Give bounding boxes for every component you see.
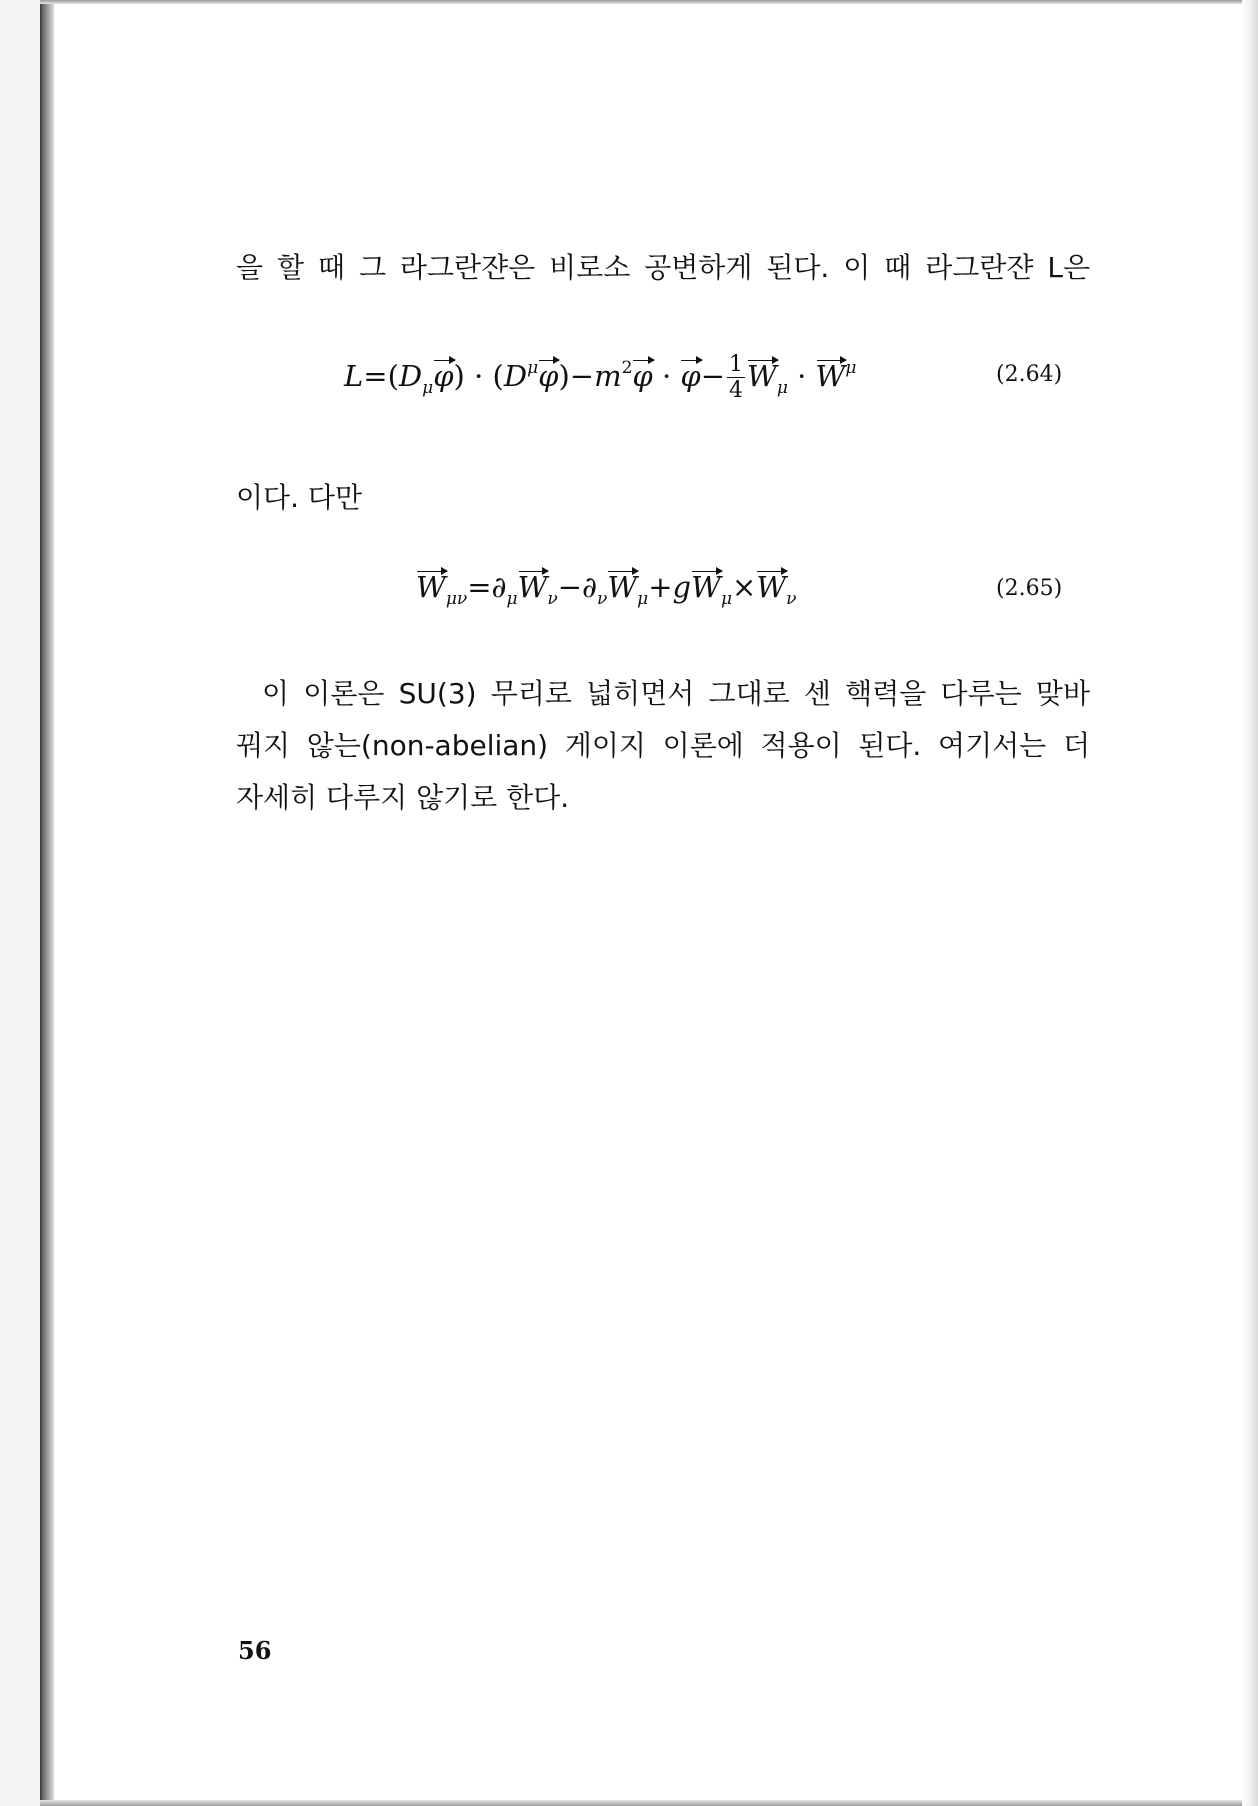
paragraph-line-5: 자세히 다루지 않기로 한다. — [236, 781, 570, 814]
page-bottom-edge — [40, 1800, 1258, 1806]
book-spine-background — [0, 0, 40, 1806]
page-number: 56 — [238, 1636, 272, 1665]
equation-2-65: $W_{\mu\nu}=\partial_\mu W_\nu-\partial_\nu W_\mu+gW_\mu\times W_\nu$ — [416, 570, 797, 609]
paragraph-line-2: 이다. 다만 — [236, 481, 362, 514]
equation-number-2-64: (2.64) — [996, 362, 1063, 387]
paragraph-line-3: 이 이론은 SU(3) 무리로 넓히면서 그대로 센 핵력을 다루는 맞바 — [262, 677, 1090, 710]
equation-2-64: $L=(D_\mu\varphi) \cdot (D^\mu\varphi)-m^2\varphi \cdot \varphi-$ $\frac{1}{4}$ $W_\mu \cdot W^\mu$ — [344, 352, 857, 403]
equation-number-2-65: (2.65) — [996, 576, 1063, 601]
page-right-shade — [1242, 0, 1258, 1806]
paragraph-line-4: 꿔지 않는(non-abelian) 게이지 이론에 적용이 된다. 여기서는 더 — [236, 729, 1090, 762]
paragraph-line-1: 을 할 때 그 라그란쟌은 비로소 공변하게 된다. 이 때 라그란쟌 L은 — [236, 251, 1090, 284]
book-spine-edge — [40, 0, 54, 1806]
